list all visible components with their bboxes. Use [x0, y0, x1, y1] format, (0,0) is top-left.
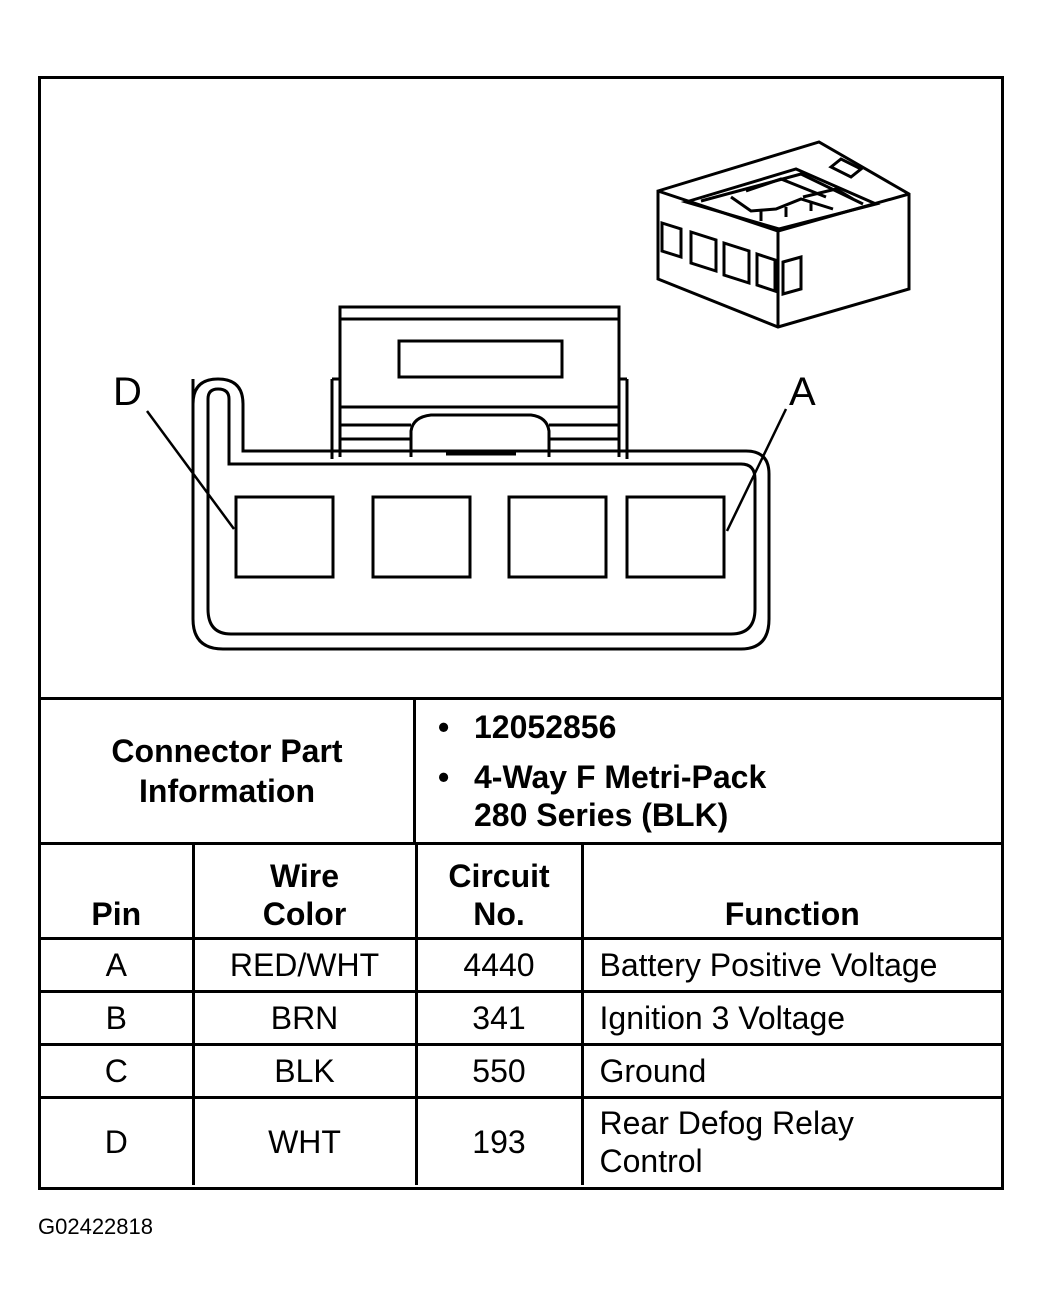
cell-function: Ground: [582, 1045, 1001, 1098]
header-pin: Pin: [41, 844, 193, 939]
part-number: 12052856: [474, 709, 617, 745]
pin-a-label: A: [789, 370, 816, 414]
cell-circuit: 4440: [416, 939, 582, 992]
cell-pin: A: [41, 939, 193, 992]
cell-circuit: 550: [416, 1045, 582, 1098]
cavity-c: [373, 497, 470, 577]
cell-circuit: 341: [416, 992, 582, 1045]
part-description-item: [438, 758, 767, 834]
diagram-frame: [38, 76, 1004, 1190]
cell-function: Rear Defog Relay Control: [582, 1098, 1001, 1186]
cavity-a: [627, 497, 724, 577]
cell-wire-color: RED/WHT: [193, 939, 416, 992]
cavity-d: [236, 497, 333, 577]
header-circuit-no: Circuit No.: [416, 844, 582, 939]
part-info-heading-line2: Information: [139, 773, 315, 809]
cavity-b: [509, 497, 606, 577]
table-row: [41, 939, 1001, 992]
table-row: [41, 1098, 1001, 1186]
bullet-icon: •: [438, 709, 450, 745]
cell-function: Battery Positive Voltage: [582, 939, 1001, 992]
cell-circuit: 193: [416, 1098, 582, 1186]
cell-pin: B: [41, 992, 193, 1045]
part-info-heading-line1: Connector Part: [111, 733, 343, 769]
figure-code: G02422818: [38, 1214, 153, 1239]
cell-function: Ignition 3 Voltage: [582, 992, 1001, 1045]
part-number-item: [438, 708, 617, 746]
connector-isometric-view: [658, 142, 909, 327]
table-row: [41, 1045, 1001, 1098]
part-description-line2: 280 Series (BLK): [474, 797, 729, 833]
table-row: [41, 992, 1001, 1045]
pin-d-label: D: [113, 370, 142, 414]
part-info-heading: [41, 700, 416, 842]
connector-part-info: [41, 697, 1001, 842]
connector-front-view: [147, 307, 786, 649]
cell-wire-color: WHT: [193, 1098, 416, 1186]
connector-drawing: [41, 79, 1001, 697]
header-function: Function: [582, 844, 1001, 939]
bullet-icon: •: [438, 759, 450, 795]
cell-pin: D: [41, 1098, 193, 1186]
part-info-details: [416, 700, 1001, 842]
header-wire-color: Wire Color: [193, 844, 416, 939]
cell-wire-color: BLK: [193, 1045, 416, 1098]
pinout-table: [41, 842, 1001, 1185]
pinout-header-row: [41, 844, 1001, 939]
part-description-line1: 4-Way F Metri-Pack: [474, 759, 767, 795]
cell-pin: C: [41, 1045, 193, 1098]
cell-wire-color: BRN: [193, 992, 416, 1045]
